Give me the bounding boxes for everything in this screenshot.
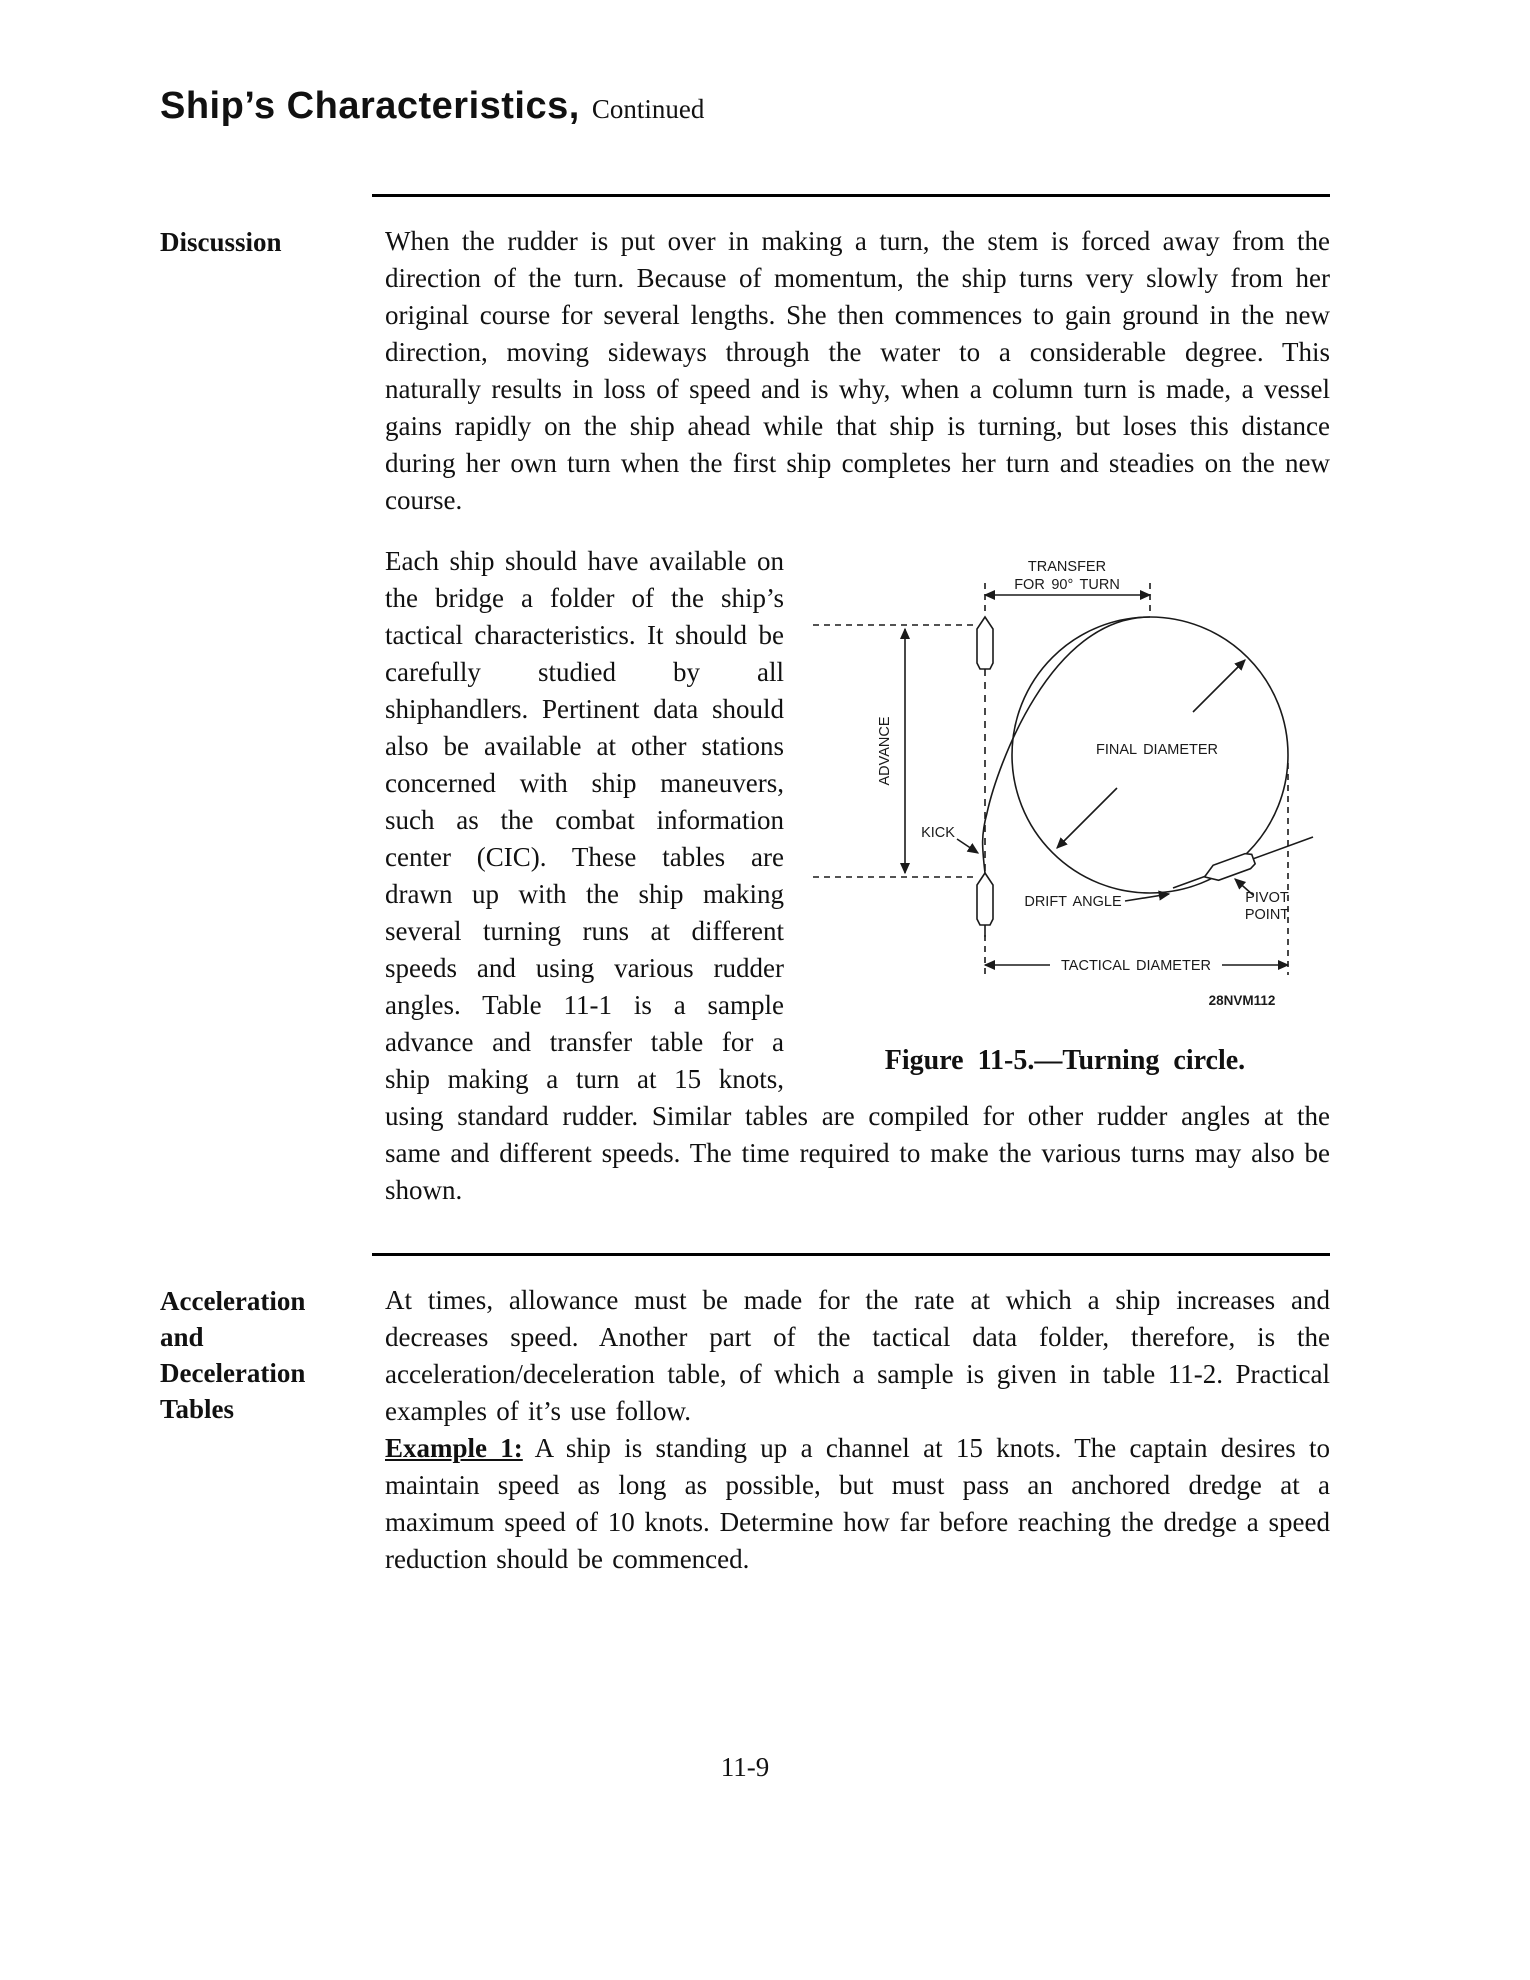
section-divider-middle bbox=[372, 1253, 1330, 1256]
figure-id-code: 28NVM112 bbox=[1208, 993, 1276, 1008]
final-diameter-arrow-upper bbox=[1193, 660, 1245, 712]
page-title-continued: Continued bbox=[591, 94, 705, 124]
example-1-label: Example 1: bbox=[385, 1433, 523, 1463]
section-label-line: and bbox=[160, 1322, 204, 1352]
discussion-paragraph-1: When the rudder is put over in making a turn, the stem is forced away from the direction of the turn. Because of momentum, the ship turns very slowly from her original course for several lengths. She then commences to gain ground in the new direction, moving sideways through the water to a considerable degree. This naturally results in loss of speed and is why, when a column turn is made, a vessel gains rapidly on the ship ahead while that ship is turning, but loses this distance during her own turn when the first ship completes her turn and steadies on the new course. bbox=[385, 226, 1330, 515]
label-transfer-line2: FOR 90° TURN bbox=[1014, 577, 1120, 593]
final-diameter-arrow-lower bbox=[1057, 788, 1117, 848]
page-header bbox=[160, 85, 1330, 128]
label-pivot-line2: POINT bbox=[1244, 907, 1290, 923]
example-1-text: A ship is standing up a channel at 15 knots. The captain desires to maintain speed as long as possible, but must pass an anchored dredge at a maximum speed of 10 knots. Determine how far before reaching the dredge a speed reduction should be commenced. bbox=[385, 1433, 1331, 1574]
acceleration-body bbox=[385, 1282, 1330, 1578]
example-1-paragraph bbox=[385, 1430, 1330, 1578]
section-label-line: Acceleration bbox=[160, 1286, 306, 1316]
kick-arrow bbox=[957, 839, 978, 853]
discussion-paragraph-2-wrap bbox=[385, 543, 1330, 1209]
drift-angle-arrow bbox=[1125, 894, 1169, 901]
label-advance: ADVANCE bbox=[877, 716, 893, 786]
ship-original-course bbox=[977, 617, 993, 669]
section-label-acceleration-tables bbox=[160, 1282, 385, 1427]
label-final-diameter: FINAL DIAMETER bbox=[1095, 742, 1219, 758]
acceleration-section bbox=[160, 1282, 1330, 1578]
section-label-line: Tables bbox=[160, 1394, 235, 1424]
label-kick: KICK bbox=[921, 825, 955, 841]
ship-turn-start bbox=[977, 873, 993, 925]
page-number: 11-9 bbox=[720, 1752, 770, 1782]
section-label-line: Deceleration bbox=[160, 1358, 306, 1388]
section-divider-top bbox=[372, 194, 1330, 197]
label-pivot-line1: PIVOT bbox=[1245, 890, 1289, 906]
turning-circle-diagram bbox=[805, 545, 1325, 1020]
discussion-section bbox=[160, 223, 1330, 1209]
section-label-discussion: Discussion bbox=[160, 227, 282, 257]
discussion-body bbox=[385, 223, 1330, 1209]
label-tactical-diameter: TACTICAL DIAMETER bbox=[1061, 958, 1211, 974]
page-title: Ship’s Characteristics, bbox=[160, 85, 580, 127]
acceleration-paragraph: At times, allowance must be made for the rate at which a ship increases and decreases speed. Another part of the tactical data folder, therefore, is the acceleration/deceleration table, of which a sample is given in table 11-2. Practical examples of it’s use follow. bbox=[385, 1285, 1330, 1426]
discussion-paragraph-2: Each ship should have available on the bridge a folder of the ship’s tactical characteristics. It should be carefully studied by all shiphandlers. Pertinent data should also be available at other stations concerned with ship maneuvers, such as the combat information center (CIC). These tables are drawn up with the ship making several turning runs at different speeds and using various rudder angles. Table 11-1 is a sample advance and transfer table for a ship making a turn at 15 knots, using standard rudder. Similar tables are compiled for other rudder angles at the same and different speeds. The time required to make the various turns may also be shown. bbox=[385, 546, 1330, 1205]
label-drift-angle: DRIFT ANGLE bbox=[1024, 894, 1122, 910]
figure-turning-circle bbox=[800, 545, 1330, 1079]
label-transfer-line1: TRANSFER bbox=[1027, 559, 1107, 575]
figure-caption: Figure 11-5.—Turning circle. bbox=[884, 1045, 1246, 1076]
